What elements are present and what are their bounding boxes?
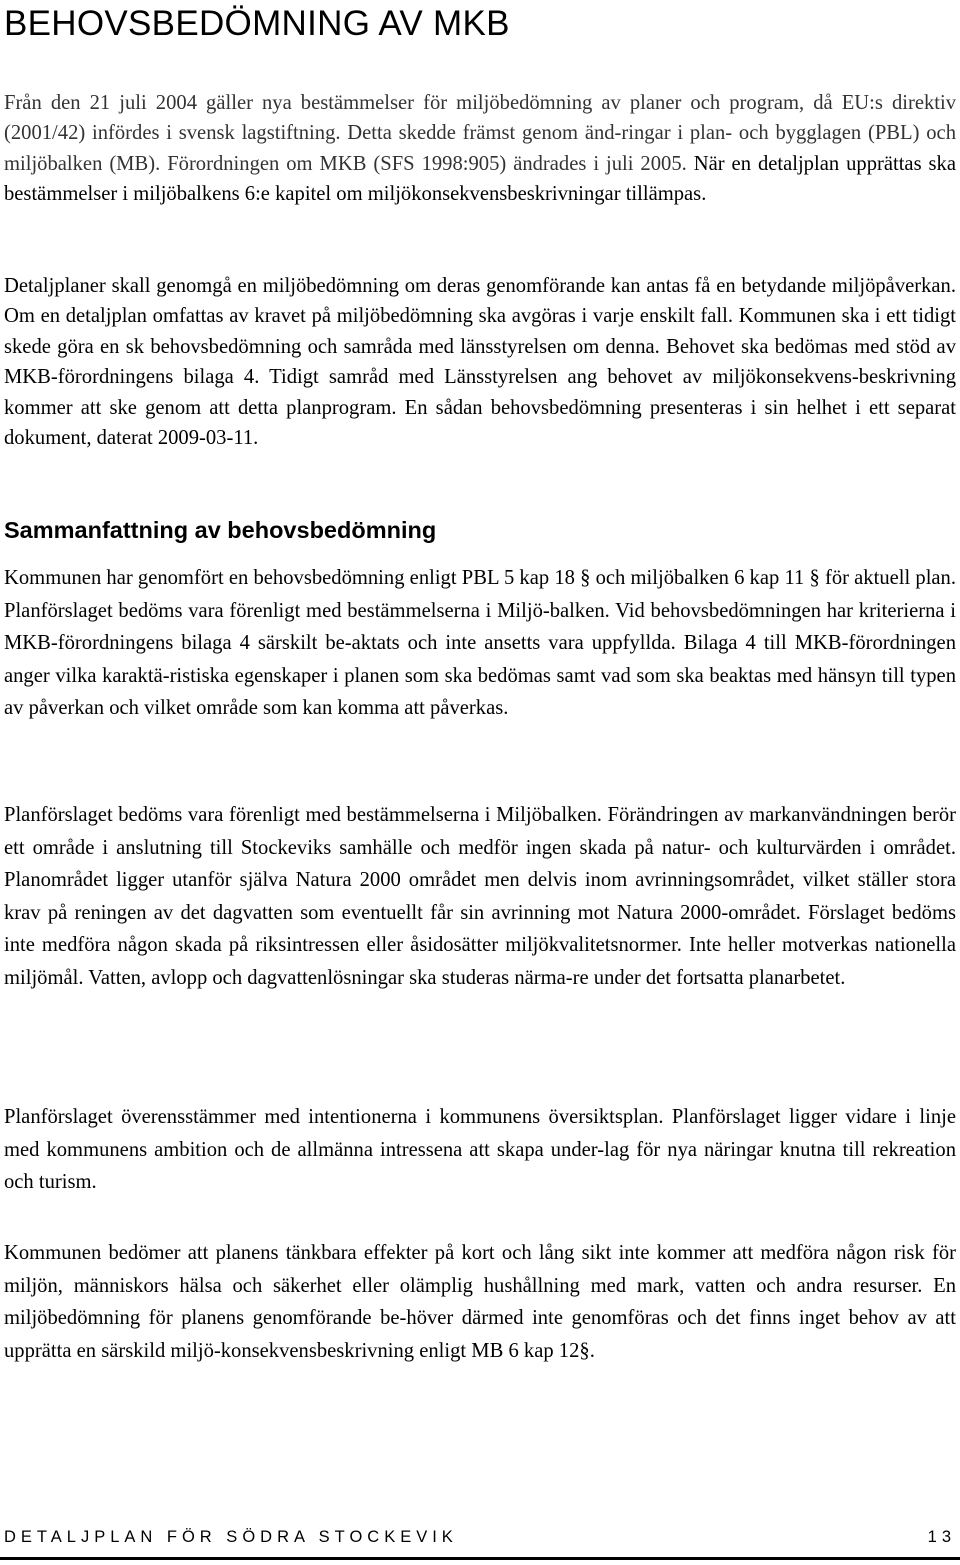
footer-rule	[0, 1557, 960, 1560]
summary-paragraph-1: Kommunen har genomfört en behovsbedömning enligt PBL 5 kap 18 § och miljöbalken 6 kap 11 § för aktuell plan. Planförslaget bedöms vara förenligt med bestämmelserna i Miljö-balken. Vid behovsbedömningen har kriterierna i MKB-förordningens bilaga 4 särskilt be-aktats och inte ansetts vara uppfyllda. Bilaga 4 till MKB-förordningen anger vilka karaktä-ristiska egenskaper i planen som ska bedömas samt vad som ska beaktas med hänsyn till typen av påverkan och vilket område som kan komma att påverkas.	[4, 567, 956, 719]
intro-paragraph-2: Detaljplaner skall genomgå en miljöbedömning om deras genomförande kan antas få en betydande miljöpåverkan. Om en detaljplan omfattas av kravet på miljöbedömning ska avgöras i varje enskilt fall. Kommunen ska i ett tidigt skede göra en sk behovsbedömning och samråda med länsstyrelsen om denna. Behovet ska bedömas med stöd av MKB-förordningens bilaga 4. Tidigt samråd med Länsstyrelsen ang behovet av miljökonsekvens-beskrivning kommer att ske genom att detta planprogram. En sådan behovsbedömning presenteras i sin helhet i ett separat dokument, daterat 2009-03-11.	[4, 275, 956, 450]
summary-paragraph-3: Planförslaget överensstämmer med intentionerna i kommunens översiktsplan. Planförslaget ligger vidare i linje med kommunens ambition och de allmänna intressena att skapa under-lag för nya näringar knutna till rekreation och turism.	[4, 1106, 956, 1193]
footer-document-title: DETALJPLAN FÖR SÖDRA STOCKEVIK	[4, 1528, 458, 1546]
intro-paragraph-1-part-b: När en detaljplan upprättas ska bestämmelser i miljöbalkens 6:e kapitel om miljökonsekvensbeskrivningar tillämpas.	[4, 152, 956, 206]
footer-page-number: 13	[927, 1528, 956, 1546]
summary-paragraph-2: Planförslaget bedöms vara förenligt med bestämmelserna i Miljöbalken. Förändringen av markanvändningen berör ett område i anslutning till Stockeviks samhälle och medför ingen skada på natur- och kulturvärden i området. Planområdet ligger utanför själva Natura 2000 området men delvis inom avrinningsområdet, vilket ställer stora krav på reningen av det dagvatten som eventuellt får sin avrinning mot Natura 2000-området. Förslaget bedöms inte medföra någon skada på riksintressen eller åsidosätter miljökvalitetsnormer. Inte heller motverkas nationella miljömål. Vatten, avlopp och dagvattenlösningar ska studeras närma-re under det fortsatta planarbetet.	[4, 804, 956, 989]
summary-heading: Sammanfattning av behovsbedömning	[4, 517, 437, 543]
intro-paragraph-1-part-a: Från den 21 juli 2004 gäller nya bestämmelser för miljöbedömning av planer och program, då EU:s direktiv (2001/42) infördes i svensk lagstiftning. Detta skedde främst genom änd-ringar i plan- och bygglagen (PBL) och miljöbalken (MB). Förordningen om MKB (SFS 1998:905) ändrades i juli 2005.	[4, 92, 956, 175]
intro-paragraph-1	[4, 88, 956, 210]
page-title: BEHOVSBEDÖMNING AV MKB	[4, 4, 510, 43]
summary-paragraph-4: Kommunen bedömer att planens tänkbara effekter på kort och lång sikt inte kommer att medföra någon risk för miljön, människors hälsa och säkerhet eller olämplig hushållning med mark, vatten och andra resurser. En miljöbedömning för planens genomförande be-höver därmed inte genomföras och det finns inget behov av att upprätta en särskild miljö-konsekvensbeskrivning enligt MB 6 kap 12§.	[4, 1242, 956, 1362]
